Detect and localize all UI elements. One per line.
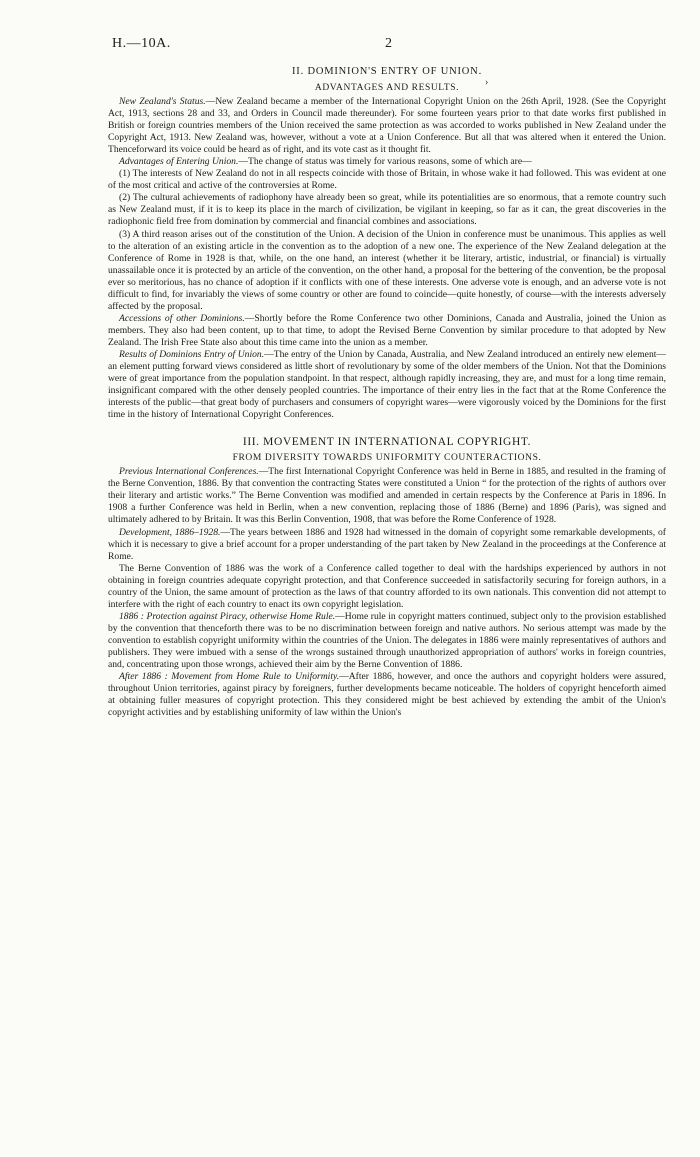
page-header-reference: H.—10A. bbox=[112, 36, 171, 51]
paragraph-lead: New Zealand's Status. bbox=[119, 96, 206, 107]
paragraph-text: The Berne Convention of 1886 was the work of a Conference called together to deal with the hardships experienced by authors in not obtaining in foreign countries adequate copyright protection, and that Conference succeeded in satisfactorily securing for foreign authors, in a country of the Union, the same amount of protection as the laws of that country afforded to its own nationals. This convention did not attempt to interfere with the right of each country to enact its own copyright legislation. bbox=[108, 562, 666, 610]
paragraph bbox=[108, 563, 666, 611]
paragraph-text: (2) The cultural achievements of radiophony have already been so great, while its potentialities are so enormous, that a remote country such as New Zealand must, if it is to keep its place in the march of civilization, be vigilant in keeping, so far as it can, the great discoveries in the radiophonic field free from domination by commercial and financial combines and associations. bbox=[108, 192, 666, 228]
paragraph bbox=[108, 96, 666, 156]
list-item bbox=[108, 168, 666, 192]
paragraph-text: —New Zealand became a member of the International Copyright Union on the 26th April, 1928. (See the Copyright Act, 1913, sections 28 and 33, and Orders in Council made thereunder). For some fourteen years prior to that date works first published in British or foreign countries members of the Union received the same protection as was accorded to works published in New Zealand under the Copyright Act, 1913. New Zealand was, however, without a vote at a Union Conference. But all that was altered when it entered the Union. Thenceforward its voice could be heard as of right, and its vote cast as it thought fit. bbox=[108, 96, 666, 156]
page-number: 2 bbox=[385, 36, 392, 51]
paragraph-lead: 1886 : Protection against Piracy, otherwise Home Rule. bbox=[119, 610, 336, 622]
paragraph-lead: Results of Dominions Entry of Union. bbox=[119, 348, 265, 360]
paragraph-text: —The years between 1886 and 1928 had witnessed in the domain of copyright some remarkable developments, of which it is necessary to give a brief account for a proper understanding of the part taken by New Zealand in the proceedings at the Conference at Rome. bbox=[108, 526, 666, 562]
list-item bbox=[108, 229, 666, 313]
paragraph-lead: Development, 1886–1928. bbox=[119, 526, 221, 538]
paragraph-text: —Home rule in copyright matters continued, subject only to the provision established by the convention that thenceforth there was to be no discrimination between foreign and native authors. No serious attempt was made by the convention to establish copyright uniformity within the countries of the Union. The delegates in 1886 were mainly representatives of authors and publishers. They were imbued with a sense of the wrongs sustained through unauthorized appropriation of authors' works in foreign countries, and, concentrating upon those wrongs, achieved their aim by the Berne Convention of 1886. bbox=[108, 610, 667, 671]
list-item bbox=[108, 192, 666, 228]
stray-mark: › bbox=[485, 77, 489, 88]
paragraph bbox=[108, 156, 666, 168]
paragraph-lead: Accessions of other Dominions. bbox=[119, 312, 245, 324]
paragraph bbox=[108, 349, 666, 421]
section-2-title: II. DOMINION'S ENTRY OF UNION. bbox=[292, 66, 482, 77]
section-3-subtitle: FROM DIVERSITY TOWARDS UNIFORMITY COUNTERACTIONS. bbox=[232, 453, 542, 464]
paragraph-text: —Shortly before the Rome Conference two other Dominions, Canada and Australia, joined the Union as members. They also had been content, up to that time, to adopt the Revised Berne Convention by similar procedure to that adopted by New Zealand. The Irish Free State also about this time came into the union as a member. bbox=[108, 312, 667, 348]
section-2-subtitle: ADVANTAGES AND RESULTS. bbox=[314, 83, 460, 93]
paragraph-lead: Advantages of Entering Union. bbox=[119, 156, 239, 168]
paragraph bbox=[108, 671, 666, 719]
paragraph bbox=[108, 466, 666, 526]
paragraph bbox=[108, 527, 666, 563]
paragraph-text: —The entry of the Union by Canada, Australia, and New Zealand introduced an entirely new element—an element putting forward views considered as little short of revolutionary by some of the older members of the Union. Not that the Dominions were of great importance from the population standpoint. In that respect, although rapidly increasing, they are, and must for a long time remain, insignificant compared with the other densely peopled countries. The importance of their entry lies in the fact that at the Rome Conference the interests of the public—that great body of purchasers and consumers of copyright wares—were vigorously voiced by the Dominions for the first time in the history of International Copyright Conferences. bbox=[108, 348, 666, 421]
paragraph-text: —The change of status was timely for various reasons, some of which are— bbox=[238, 156, 532, 168]
paragraph-text: (1) The interests of New Zealand do not in all respects coincide with those of Britain, in whose wake it had followed. This was evident at one of the most critical and active of the controversies at Rome. bbox=[108, 168, 666, 192]
paragraph-text: —After 1886, however, and once the authors and copyright holders were assured, throughout Union territories, against piracy by foreigners, further developments became noticeable. The holders of copyright henceforth aimed at obtaining fuller measures of copyright protection. This they considered might be best achieved by extending the ambit of the Union's copyright activities and by establishing uniformity of law within the Union's bbox=[108, 671, 666, 719]
section-3-title: III. MOVEMENT IN INTERNATIONAL COPYRIGHT. bbox=[242, 436, 532, 449]
paragraph-text: —The first International Copyright Conference was held in Berne in 1885, and resulted in the framing of the Berne Convention, 1886. By that convention the contracting States were constituted a Union “ for the protection of the rights of authors over their literary and artistic works.” The Berne Convention was modified and amended in certain respects by the Conference at Paris in 1896. In 1908 a further Conference was held in Berlin, when a new convention, replacing those of 1886 (Berne) and 1896 (Paris), was signed and ultimately adhered to by Britain. It was this Berlin Convention, 1908, that was before the Rome Conference of 1928. bbox=[108, 466, 667, 526]
paragraph-text: (3) A third reason arises out of the constitution of the Union. A decision of the Union in conference must be unanimous. This applies as well to the alteration of an existing article in the convention as to the adoption of a new one. The experience of the New Zealand delegation at the Conference of Rome in 1928 is that, while, on the one hand, an interest (whether it be literary, artistic, industrial, or financial) is virtually unassailable once it is protected by an article of the convention, on the other hand, a proposal for the bettering of the convention, be the proposal ever so meritorious, has no chance of adoption if it conflicts with one of these interests. One adverse vote is enough, and an adverse vote is not difficult to find, for invariably the views of some country or other are found to coincide—quite honestly, of course—with the interests adversely affected by the proposal. bbox=[108, 228, 666, 312]
paragraph-lead: After 1886 : Movement from Home Rule to Uniformity. bbox=[119, 671, 340, 683]
paragraph bbox=[108, 313, 666, 349]
paragraph bbox=[108, 611, 666, 671]
text-column bbox=[108, 64, 666, 719]
paragraph-lead: Previous International Conferences. bbox=[119, 466, 259, 478]
